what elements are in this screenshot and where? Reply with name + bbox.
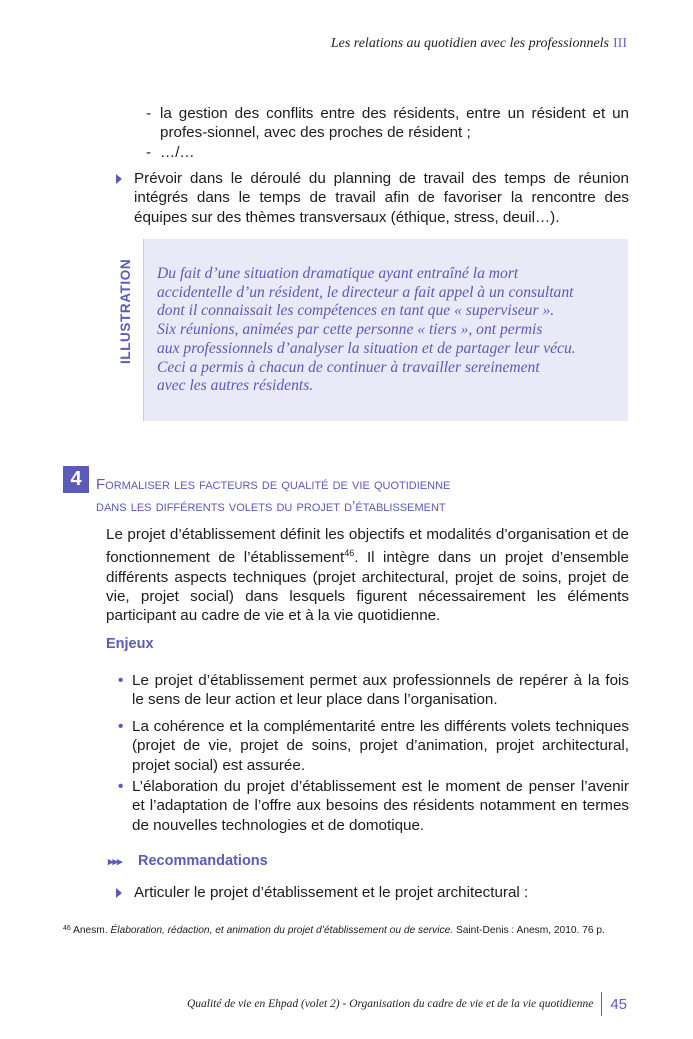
dash-item-text: la gestion des conflits entre des résidents, entre un résident et un profes-sionnel, avec des proches de résident ; [160, 105, 629, 142]
triangle-item-text: Prévoir dans le déroulé du planning de travail des temps de réunion intégrés dans le temps de travail afin de favoriser la rencontre des équipes sur des thèmes transversaux (éthique, stress, deuil…). [134, 170, 629, 226]
footnote-number: 46 [63, 925, 71, 932]
triangle-list-item [116, 883, 629, 902]
footer-separator [601, 992, 602, 1016]
footnote [63, 922, 633, 937]
running-header [331, 36, 627, 52]
dash-marker: - [146, 105, 152, 122]
page-number: 45 [610, 995, 627, 1013]
intro-text-part1: Le projet d’établissement définit les objectifs et modalités d’organisation et de fonctionnement de l’établissement [106, 526, 629, 567]
bullet-dot-icon: • [118, 672, 124, 689]
bullet-text: L’élaboration du projet d’établissement est le moment de penser l’avenir et l’adaptation de l’offre aux besoins des résidents notamment en termes de nouvelles technologies et de domotique. [132, 778, 629, 834]
illustration-box [106, 239, 628, 421]
section-number-badge: 4 [63, 466, 89, 493]
running-title: Les relations au quotidien avec les professionnels [330, 36, 609, 51]
quote-line: dont il connaissait les compétences en tant que « superviseur ». [157, 302, 555, 320]
dash-list-item [146, 104, 629, 143]
bullet-text: Le projet d’établissement permet aux professionnels de repérer à la fois le sens de leur action et leur place dans l’organisation. [132, 672, 629, 709]
enjeux-bullet [118, 671, 629, 710]
triangle-item-text: Articuler le projet d’établissement et le projet architectural : [134, 884, 529, 901]
quote-line: Ceci a permis à chacun de continuer à travailler sereinement [157, 358, 540, 376]
dash-marker: - [146, 143, 152, 161]
quote-line: accidentelle d’un résident, le directeur a fait appel à un consultant [157, 283, 574, 301]
section-title [96, 474, 586, 518]
bullet-text: La cohérence et la complémentarité entre les différents volets techniques (projet de vie, projet de soins, projet d’animation, projet architectural, projet social) est assurée. [132, 718, 629, 774]
dash-list-item [146, 143, 629, 162]
page-footer [187, 992, 627, 1016]
bullet-dot-icon: • [118, 718, 124, 735]
footnote-ref[interactable]: 46 [344, 548, 355, 559]
intro-paragraph [106, 525, 629, 626]
section-title-line2: dans les différents volets du projet d’établissement [96, 498, 446, 515]
bullet-dot-icon: • [118, 778, 124, 795]
triangle-bullet-icon [116, 174, 122, 184]
recommandations-heading: Recommandations [138, 853, 268, 869]
illustration-quote [157, 265, 619, 396]
quote-line: Du fait d’une situation dramatique ayant entraîné la mort [157, 265, 519, 282]
footnote-author: Anesm. [73, 925, 108, 936]
triple-arrow-icon: ▸▸▸ [108, 856, 122, 868]
dash-item-text: …/… [160, 143, 195, 161]
triangle-bullet-icon [116, 888, 122, 898]
dash-list [146, 104, 629, 162]
section-title-line1: Formaliser les facteurs de qualité de vie quotidienne [96, 476, 451, 493]
footnote-publisher: Saint-Denis : Anesm, 2010. 76 p. [455, 925, 605, 936]
footer-title: Qualité de vie en Ehpad (volet 2) - Organisation du cadre de vie et de la vie quotidienne [186, 998, 594, 1010]
triangle-list-item [116, 169, 629, 227]
quote-line: aux professionnels d’analyser la situation et de partager leur vécu. [157, 339, 576, 357]
enjeux-bullet [118, 777, 629, 835]
chapter-number: III [613, 36, 627, 51]
quote-line: avec les autres résidents. [157, 377, 314, 395]
enjeux-bullet [118, 717, 629, 775]
quote-line: Six réunions, animées par cette personne « tiers », ont permis [157, 321, 543, 339]
intro-text-part2: . Il intègre dans un projet d’ensemble différents aspects techniques (projet architectural, projet de soins, projet de vie, projet social) dans lesquels figurent nécessairement les éléments participant au cadre de vie et à la vie quotidienne. [106, 549, 630, 625]
illustration-label: ILLUSTRATION [118, 258, 133, 364]
footnote-title: Élaboration, rédaction, et animation du projet d’établissement ou de service. [110, 925, 454, 936]
enjeux-heading: Enjeux [106, 636, 154, 652]
